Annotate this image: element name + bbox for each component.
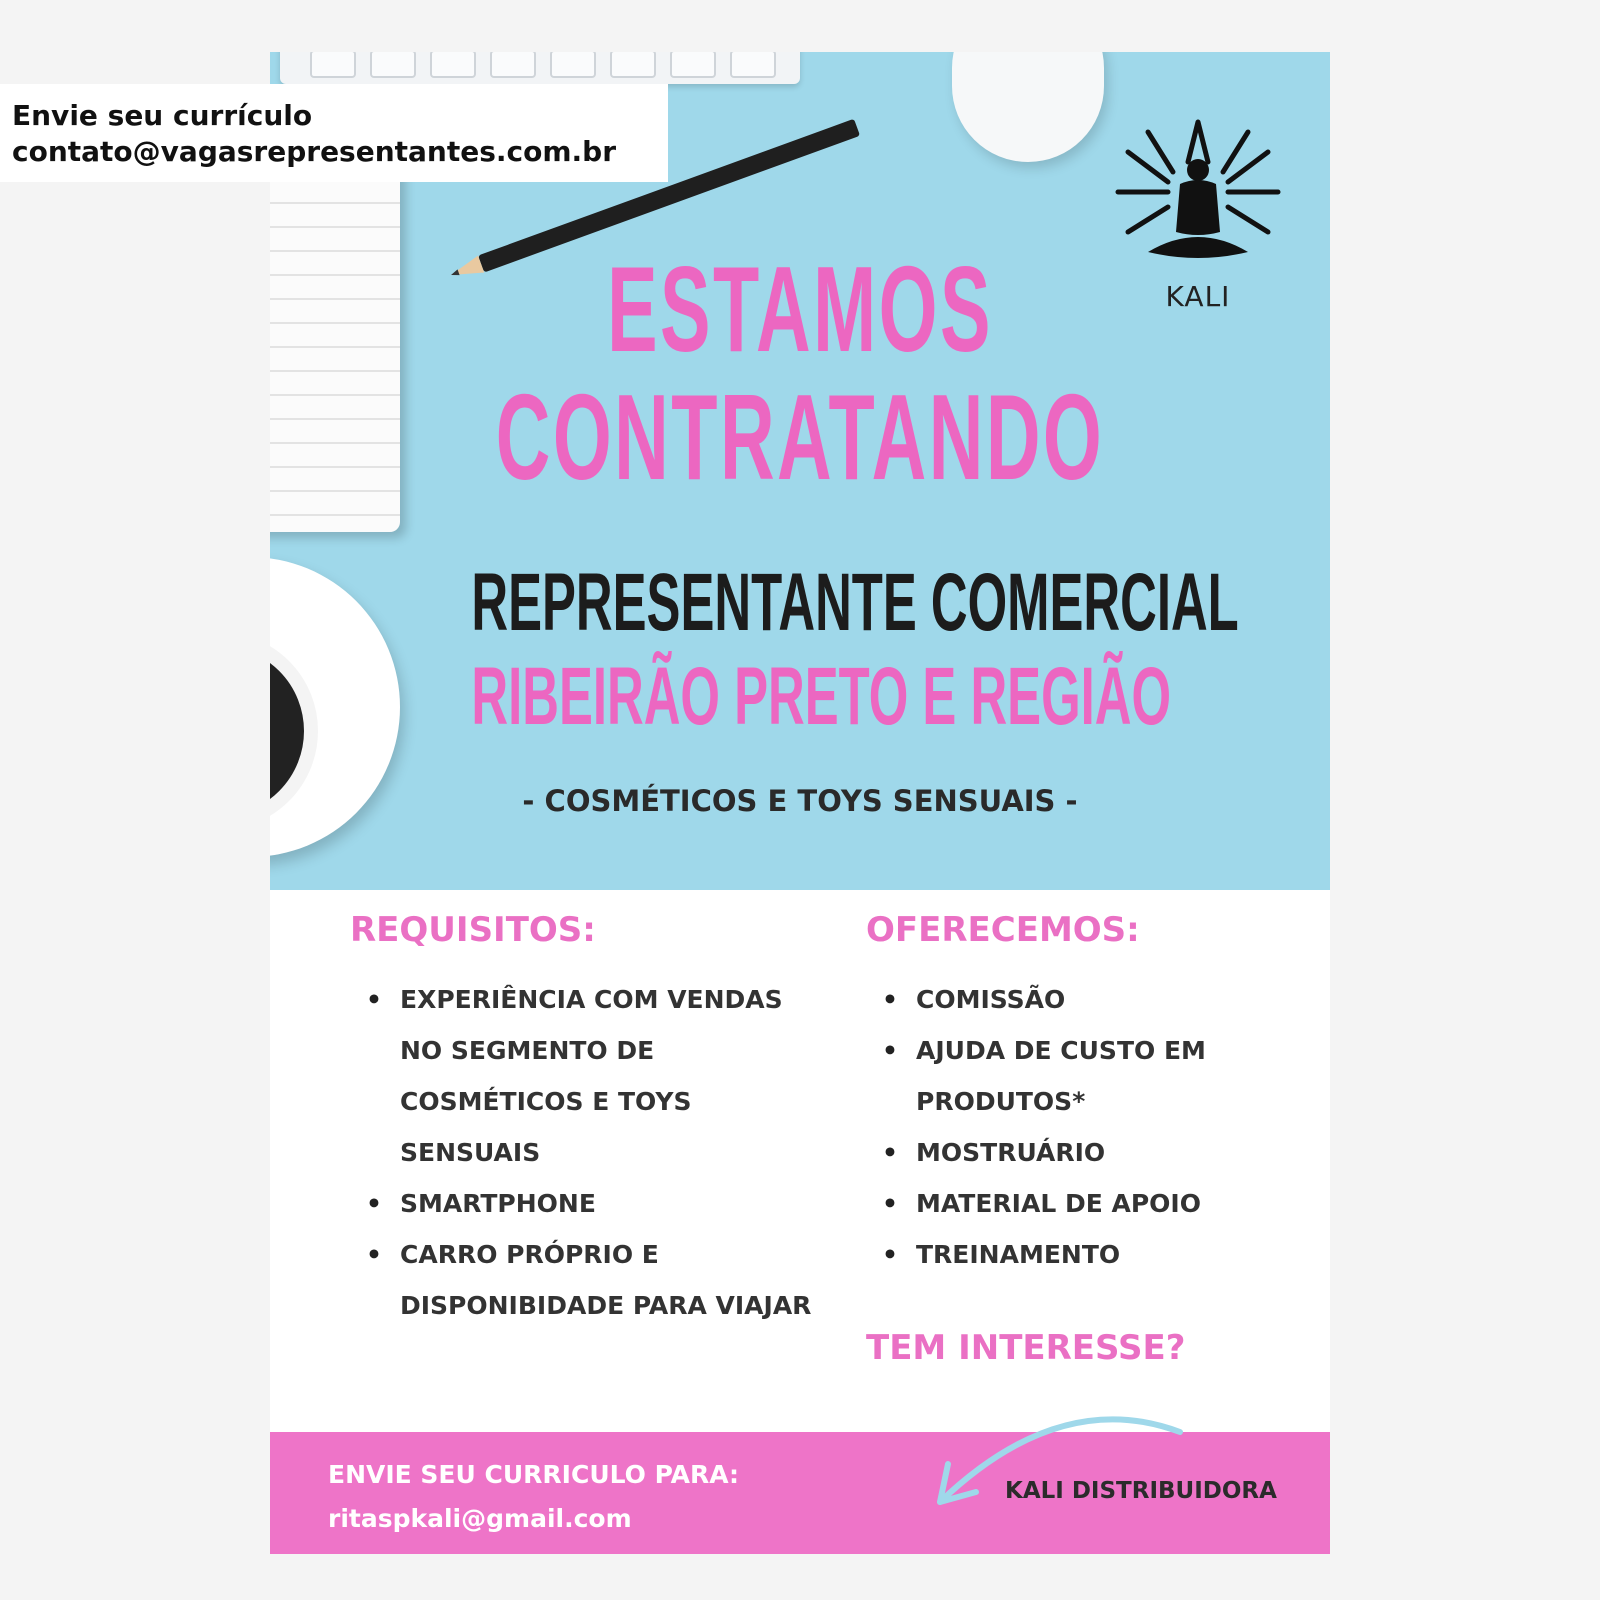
requirements-list: [362, 974, 822, 1331]
requirements-title: REQUISITOS:: [350, 910, 596, 950]
list-item: • COMISSÃO: [878, 974, 1298, 1025]
list-item: • MATERIAL DE APOIO: [878, 1178, 1298, 1229]
kali-logo: [1108, 112, 1288, 312]
list-item: • EXPERIÊNCIA COM VENDAS NO SEGMENTO DE COSMÉTICOS E TOYS SENSUAIS: [362, 974, 822, 1178]
overlay-line-1: Envie seu currículo: [12, 99, 313, 132]
company-name: KALI DISTRIBUIDORA: [1005, 1478, 1277, 1504]
job-region: RIBEIRÃO PRETO E REGIÃO: [471, 651, 1172, 742]
curved-arrow-icon: [910, 1392, 1210, 1522]
list-item: • CARRO PRÓPRIO E DISPONIBIDADE PARA VIAJAR: [362, 1229, 822, 1331]
contact-overlay: [0, 84, 668, 182]
list-item: • MOSTRUÁRIO: [878, 1127, 1298, 1178]
list-item: • SMARTPHONE: [362, 1178, 822, 1229]
keyboard-illustration: [280, 52, 800, 84]
job-segment: - COSMÉTICOS E TOYS SENSUAIS -: [522, 784, 1078, 818]
yoga-figure-icon: [1108, 112, 1288, 282]
interest-heading: TEM INTERESSE?: [866, 1328, 1186, 1368]
overlay-email: contato@vagasrepresentantes.com.br: [12, 135, 617, 168]
headline-line-1: ESTAMOS: [607, 241, 993, 377]
send-resume-label: ENVIE SEU CURRICULO PARA:: [328, 1460, 740, 1489]
notebook-illustration: [270, 132, 400, 532]
logo-name: KALI: [1165, 280, 1231, 313]
mouse-illustration: [952, 52, 1104, 162]
list-item: • AJUDA DE CUSTO EM PRODUTOS*: [878, 1025, 1298, 1127]
headline-line-2: CONTRATANDO: [495, 369, 1105, 505]
list-item: • TREINAMENTO: [878, 1229, 1298, 1280]
contact-email[interactable]: ritaspkali@gmail.com: [328, 1504, 632, 1533]
job-poster: [270, 52, 1330, 1554]
offers-title: OFERECEMOS:: [866, 910, 1140, 950]
job-role: REPRESENTANTE COMERCIAL: [471, 557, 1239, 648]
offers-list: [878, 974, 1298, 1280]
